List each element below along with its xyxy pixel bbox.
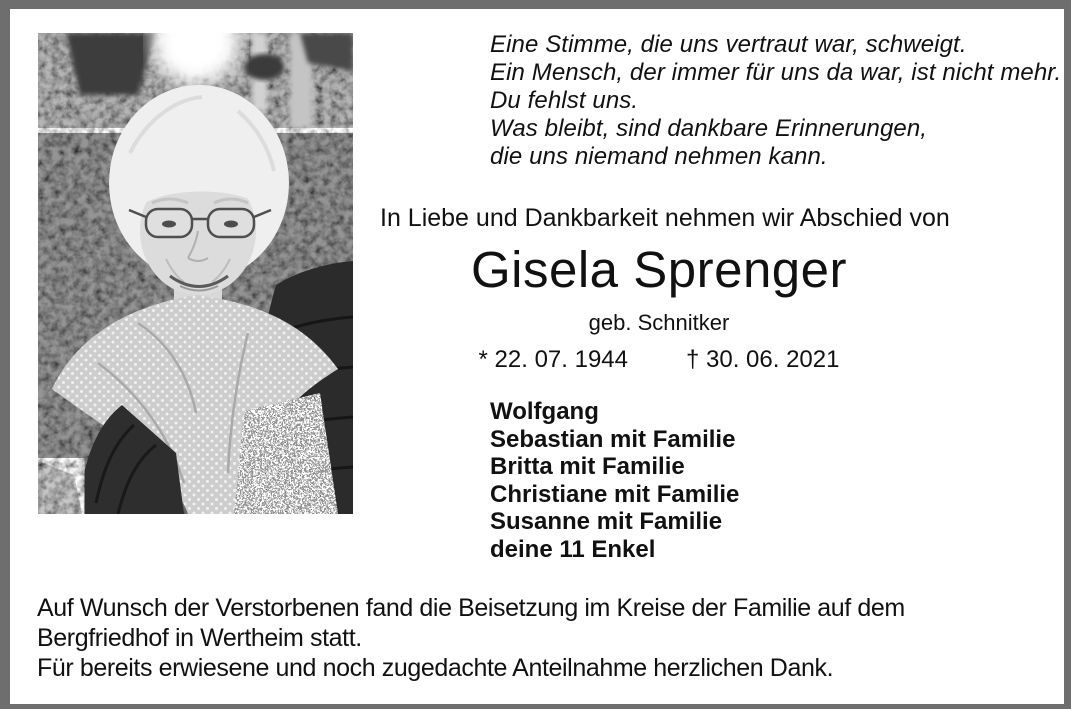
announcement-column [380, 9, 1062, 563]
maiden-name: geb. Schnitker [588, 310, 730, 335]
closing-line: Für bereits erwiesene und noch zugedachte Anteilnahme herzlichen Dank. [37, 654, 834, 682]
epigraph [490, 31, 1062, 171]
deceased-name: Gisela Sprenger [470, 241, 848, 298]
mourner: deine 11 Enkel [490, 535, 656, 563]
obituary-page [10, 9, 1064, 704]
birth-date: * 22. 07. 1944 [478, 346, 628, 373]
right-eye [224, 221, 238, 228]
epigraph-line: Du fehlst uns. [490, 87, 639, 114]
epigraph-line: Was bleibt, sind dankbare Erinnerungen, [490, 115, 928, 142]
portrait-photo [38, 33, 353, 514]
mourner: Susanne mit Familie [490, 508, 723, 535]
left-eye [162, 221, 176, 228]
epigraph-line: die uns niemand nehmen kann. [490, 143, 828, 170]
closing-line: Auf Wunsch der Verstorbenen fand die Beisetzung im Kreise der Familie auf dem [37, 594, 905, 622]
farewell-intro: In Liebe und Dankbarkeit nehmen wir Abschied von [380, 204, 950, 232]
life-dates [380, 345, 938, 375]
mourner: Christiane mit Familie [490, 480, 740, 508]
portrait-photo-illustration [38, 33, 353, 514]
epigraph-line: Eine Stimme, die uns vertraut war, schweigt. [490, 31, 967, 58]
death-date: † 30. 06. 2021 [686, 346, 840, 373]
mourner: Britta mit Familie [490, 453, 685, 480]
mourners-list [490, 398, 938, 563]
epigraph-line: Ein Mensch, der immer für uns da war, ist nicht mehr. [490, 59, 1062, 86]
closing-line: Bergfriedhof in Wertheim statt. [37, 624, 362, 652]
closing-text [37, 593, 905, 683]
background-figure [244, 54, 284, 80]
mourner: Sebastian mit Familie [490, 425, 736, 453]
sequined-top [234, 393, 338, 514]
mourner: Wolfgang [490, 398, 599, 425]
